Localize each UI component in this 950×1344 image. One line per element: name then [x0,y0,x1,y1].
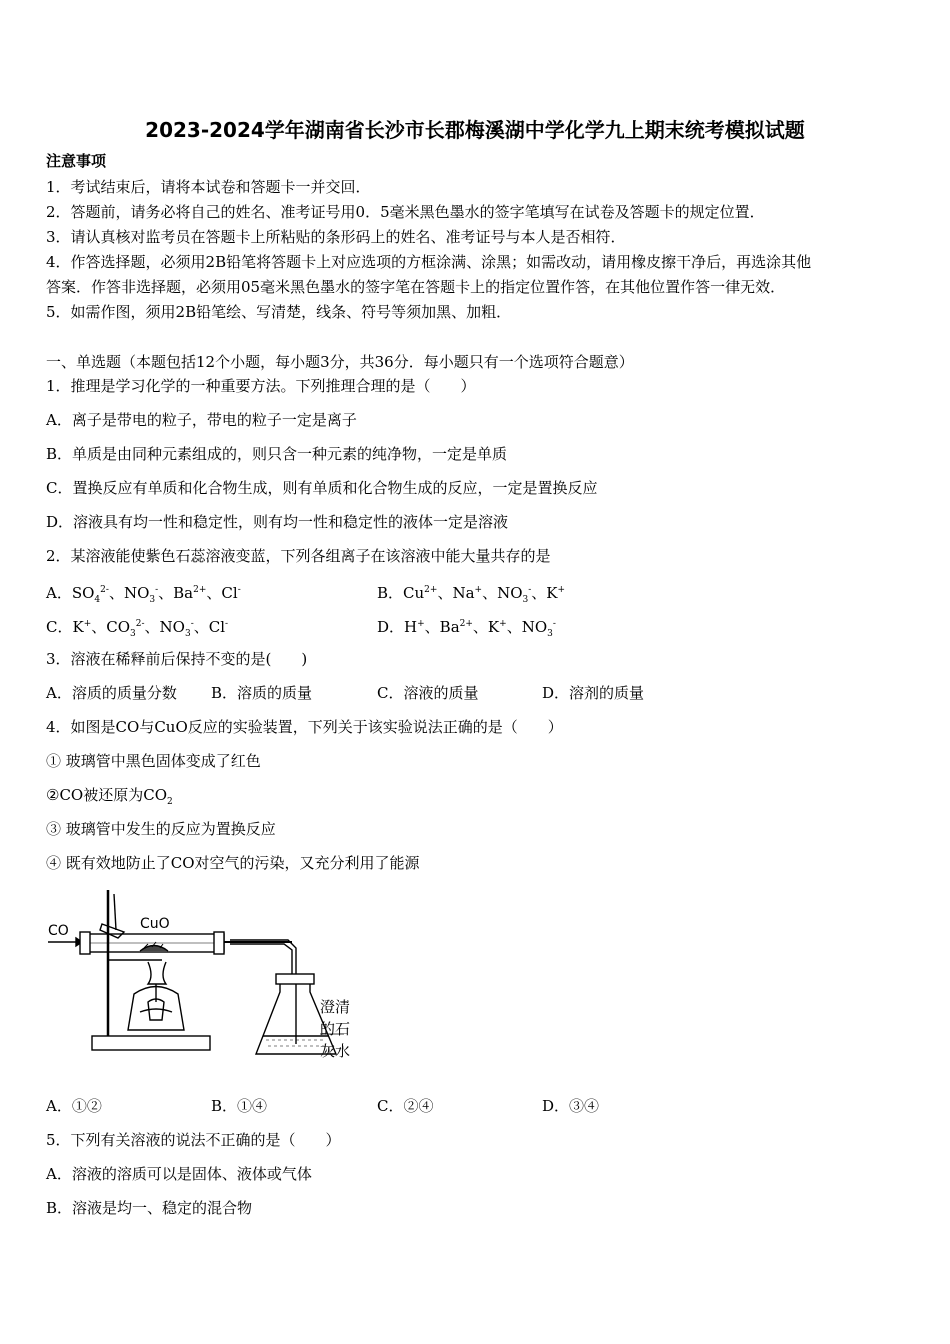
q2-option-a: A．$SO_4^{2-}$、$NO_3^-$、$Ba^{2+}$、Cl- [46,584,241,605]
q1-option-a: A．离子是带电的粒子，带电的粒子一定是离子 [46,411,357,429]
q3-option-b: B．溶质的质量 [211,684,313,702]
notice-item: 3．请认真核对监考员在答题卡上所粘贴的条形码上的姓名、准考证号与本人是否相符． [46,228,626,246]
q4-statement-3: ③ 玻璃管中发生的反应为置换反应 [46,820,276,838]
q3-option-d: D．溶剂的质量 [542,684,645,702]
lime-label-2: 的石 [320,1020,351,1038]
q4-option-b: B．①④ [211,1097,268,1115]
page-title: 2023-2024学年湖南省长沙市长郡梅溪湖中学化学九上期末统考模拟试题 [145,118,805,142]
q3-stem: 3．溶液在稀释前后保持不变的是( ) [46,650,308,668]
notice-item: 1．考试结束后，请将本试卷和答题卡一并交回． [46,178,371,196]
q4-stem: 4．如图是CO与CuO反应的实验装置，下列关于该实验说法正确的是（ ） [46,718,563,736]
q4-option-a: A．①② [46,1097,102,1115]
q3-option-c: C．溶液的质量 [377,684,479,702]
q5-option-a: A．溶液的溶质可以是固体、液体或气体 [46,1165,312,1183]
q2-stem: 2．某溶液能使紫色石蕊溶液变蓝，下列各组离子在该溶液中能大量共存的是 [46,547,551,565]
q1-option-b: B．单质是由同种元素组成的，则只含一种元素的纯净物，一定是单质 [46,445,508,463]
q2-option-c: C．K+、$CO_3^{2-}$、$NO_3^-$、Cl- [46,618,229,639]
q4-statement-4: ④ 既有效地防止了CO对空气的污染，又充分利用了能源 [46,854,420,872]
q5-stem: 5．下列有关溶液的说法不正确的是（ ） [46,1131,341,1149]
co-label: CO [48,923,69,939]
notice-heading: 注意事项 [46,152,107,170]
section-heading: 一、单选题（本题包括12个小题，每小题3分，共36分．每小题只有一个选项符合题意） [46,353,634,371]
q1-option-d: D．溶液具有均一性和稳定性，则有均一性和稳定性的液体一定是溶液 [46,513,509,531]
notice-item: 2．答题前，请务必将自己的姓名、准考证号用0．5毫米黑色墨水的签字笔填写在试卷及答题卡的规定位置． [46,203,765,221]
q3-option-a: A．溶质的质量分数 [46,684,177,702]
q2-option-d: D．H+、$Ba^{2+}$、K+、$NO_3^-$ [377,618,556,639]
q2-option-b: B．$Cu^{2+}$、Na+、$NO_3^-$、K+ [377,584,566,605]
lime-label-1: 澄清 [320,998,351,1016]
q5-option-b: B．溶液是均一、稳定的混合物 [46,1199,253,1217]
notice-item: 答案．作答非选择题，必须用05毫米黑色墨水的签字笔在答题卡上的指定位置作答，在其他位置作答一律无效． [46,278,786,296]
q4-option-d: D．③④ [542,1097,600,1115]
notice-item: 5．如需作图，须用2B铅笔绘、写清楚，线条、符号等须加黑、加粗． [46,303,512,321]
stand-base [92,1036,210,1050]
q4-statement-1: ① 玻璃管中黑色固体变成了红色 [46,752,261,770]
q1-option-c: C．置换反应有单质和化合物生成，则有单质和化合物生成的反应，一定是置换反应 [46,479,598,497]
lime-label-3: 灰水 [320,1042,351,1060]
co-cuo-apparatus-figure [44,884,374,1066]
notice-item: 4．作答选择题，必须用2B铅笔将答题卡上对应选项的方框涂满、涂黑；如需改动，请用橡皮擦干净后，再选涂其他 [46,253,812,271]
cuo-label: CuO [140,916,170,932]
q4-option-c: C．②④ [377,1097,434,1115]
q1-stem: 1．推理是学习化学的一种重要方法。下列推理合理的是（ ） [46,377,476,395]
q4-statement-2: ②CO被还原为$CO_2$ [46,786,173,807]
